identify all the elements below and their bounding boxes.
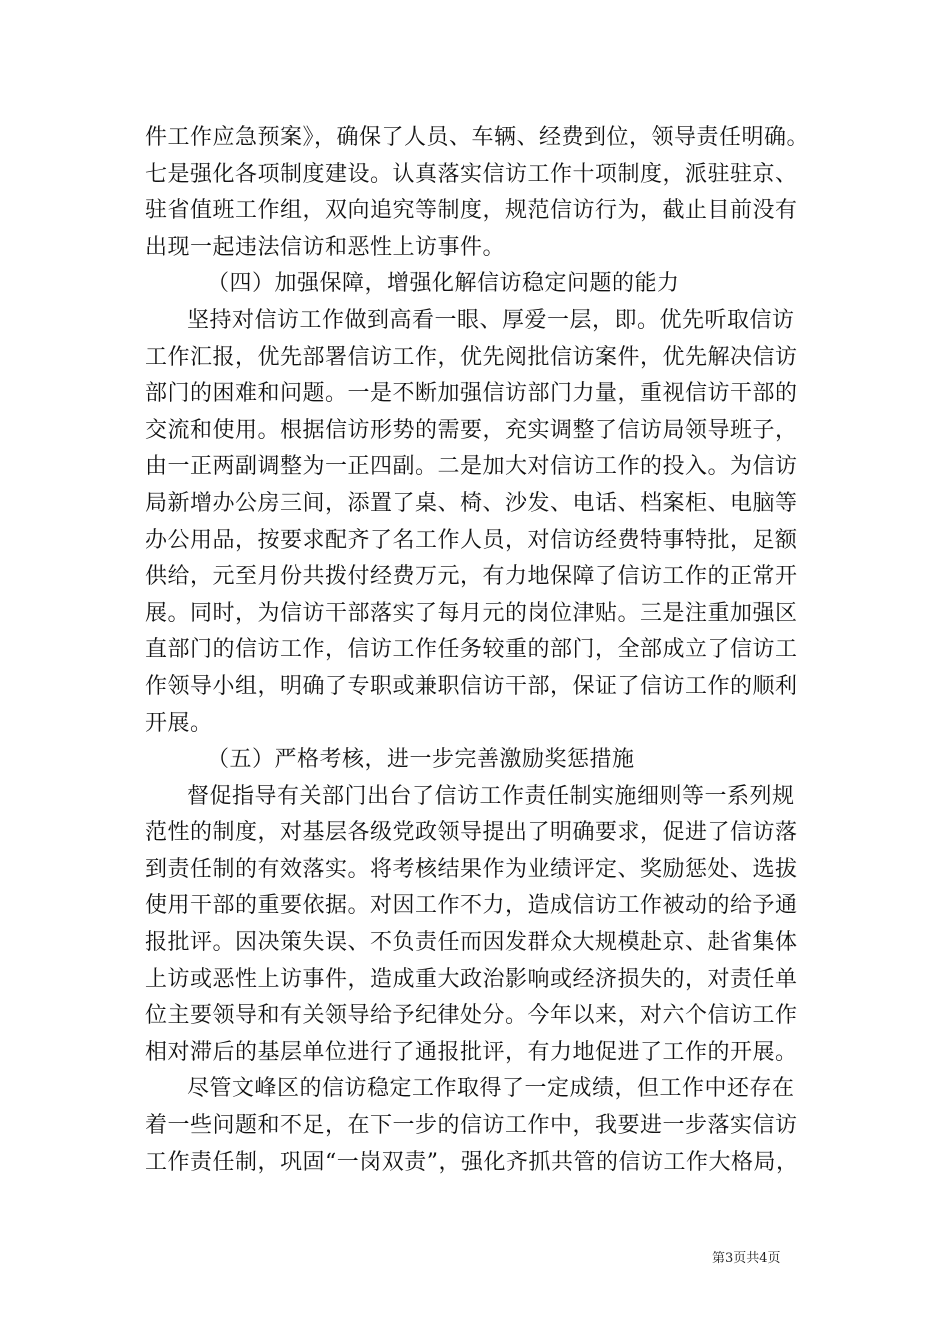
section-heading: （四）加强保障，增强化解信访稳定问题的能力: [207, 271, 680, 297]
text-line: 报批评。因决策失误、不负责任而因发群众大规模赴京、赴省集体: [145, 930, 798, 956]
text-line: 办公用品，按要求配齐了名工作人员，对信访经费特事特批，足额: [145, 527, 798, 553]
text-line: 七是强化各项制度建设。认真落实信访工作十项制度，派驻驻京、: [145, 161, 798, 187]
text-line: 尽管文峰区的信访稳定工作取得了一定成绩，但工作中还存在: [187, 1076, 795, 1102]
text-line: 督促指导有关部门出台了信访工作责任制实施细则等一系列规: [187, 783, 795, 809]
text-line: 出现一起违法信访和恶性上访事件。: [145, 234, 506, 260]
text-line: 直部门的信访工作，信访工作任务较重的部门，全部成立了信访工: [145, 637, 798, 663]
text-line: 位主要领导和有关领导给予纪律处分。今年以来，对六个信访工作: [145, 1003, 798, 1029]
text-line: 使用干部的重要依据。对因工作不力，造成信访工作被动的给予通: [145, 893, 798, 919]
text-line: 相对滞后的基层单位进行了通报批评，有力地促进了工作的开展。: [145, 1039, 798, 1065]
text-line: 件工作应急预案》，确保了人员、车辆、经费到位，领导责任明确。: [145, 125, 810, 150]
page-number: 第3页共4页: [712, 1251, 781, 1266]
text-line: 上访或恶性上访事件，造成重大政治影响或经济损失的，对责任单: [145, 966, 798, 992]
text-line: 坚持对信访工作做到高看一眼、厚爱一层，即。优先听取信访: [187, 307, 795, 333]
text-line: 供给，元至月份共拨付经费万元，有力地保障了信访工作的正常开: [145, 564, 798, 590]
text-line: 工作汇报，优先部署信访工作，优先阅批信访案件，优先解决信访: [145, 344, 798, 370]
text-line: 开展。: [145, 710, 213, 736]
text-line: 驻省值班工作组，双向追究等制度，规范信访行为，截止目前没有: [145, 198, 798, 224]
text-line: 部门的困难和问题。一是不断加强信访部门力量，重视信访干部的: [145, 381, 798, 407]
document-body: [145, 120, 825, 1181]
text-line: 范性的制度，对基层各级党政领导提出了明确要求，促进了信访落: [145, 820, 798, 846]
text-line: 着一些问题和不足，在下一步的信访工作中，我要进一步落实信访: [145, 1113, 798, 1139]
text-line: 作领导小组，明确了专职或兼职信访干部，保证了信访工作的顺利: [145, 673, 798, 699]
text-line: 由一正两副调整为一正四副。二是加大对信访工作的投入。为信访: [145, 454, 798, 480]
text-line: 工作责任制，巩固“一岗双责”，强化齐抓共管的信访工作大格局，: [145, 1149, 799, 1175]
text-line: 展。同时，为信访干部落实了每月元的岗位津贴。三是注重加强区: [145, 600, 798, 626]
text-line: 局新增办公房三间，添置了桌、椅、沙发、电话、档案柜、电脑等: [145, 490, 798, 516]
text-line: 到责任制的有效落实。将考核结果作为业绩评定、奖励惩处、选拔: [145, 856, 798, 882]
text-line: 交流和使用。根据信访形势的需要，充实调整了信访局领导班子，: [145, 417, 798, 443]
section-heading: （五）严格考核，进一步完善激励奖惩措施: [207, 747, 635, 773]
